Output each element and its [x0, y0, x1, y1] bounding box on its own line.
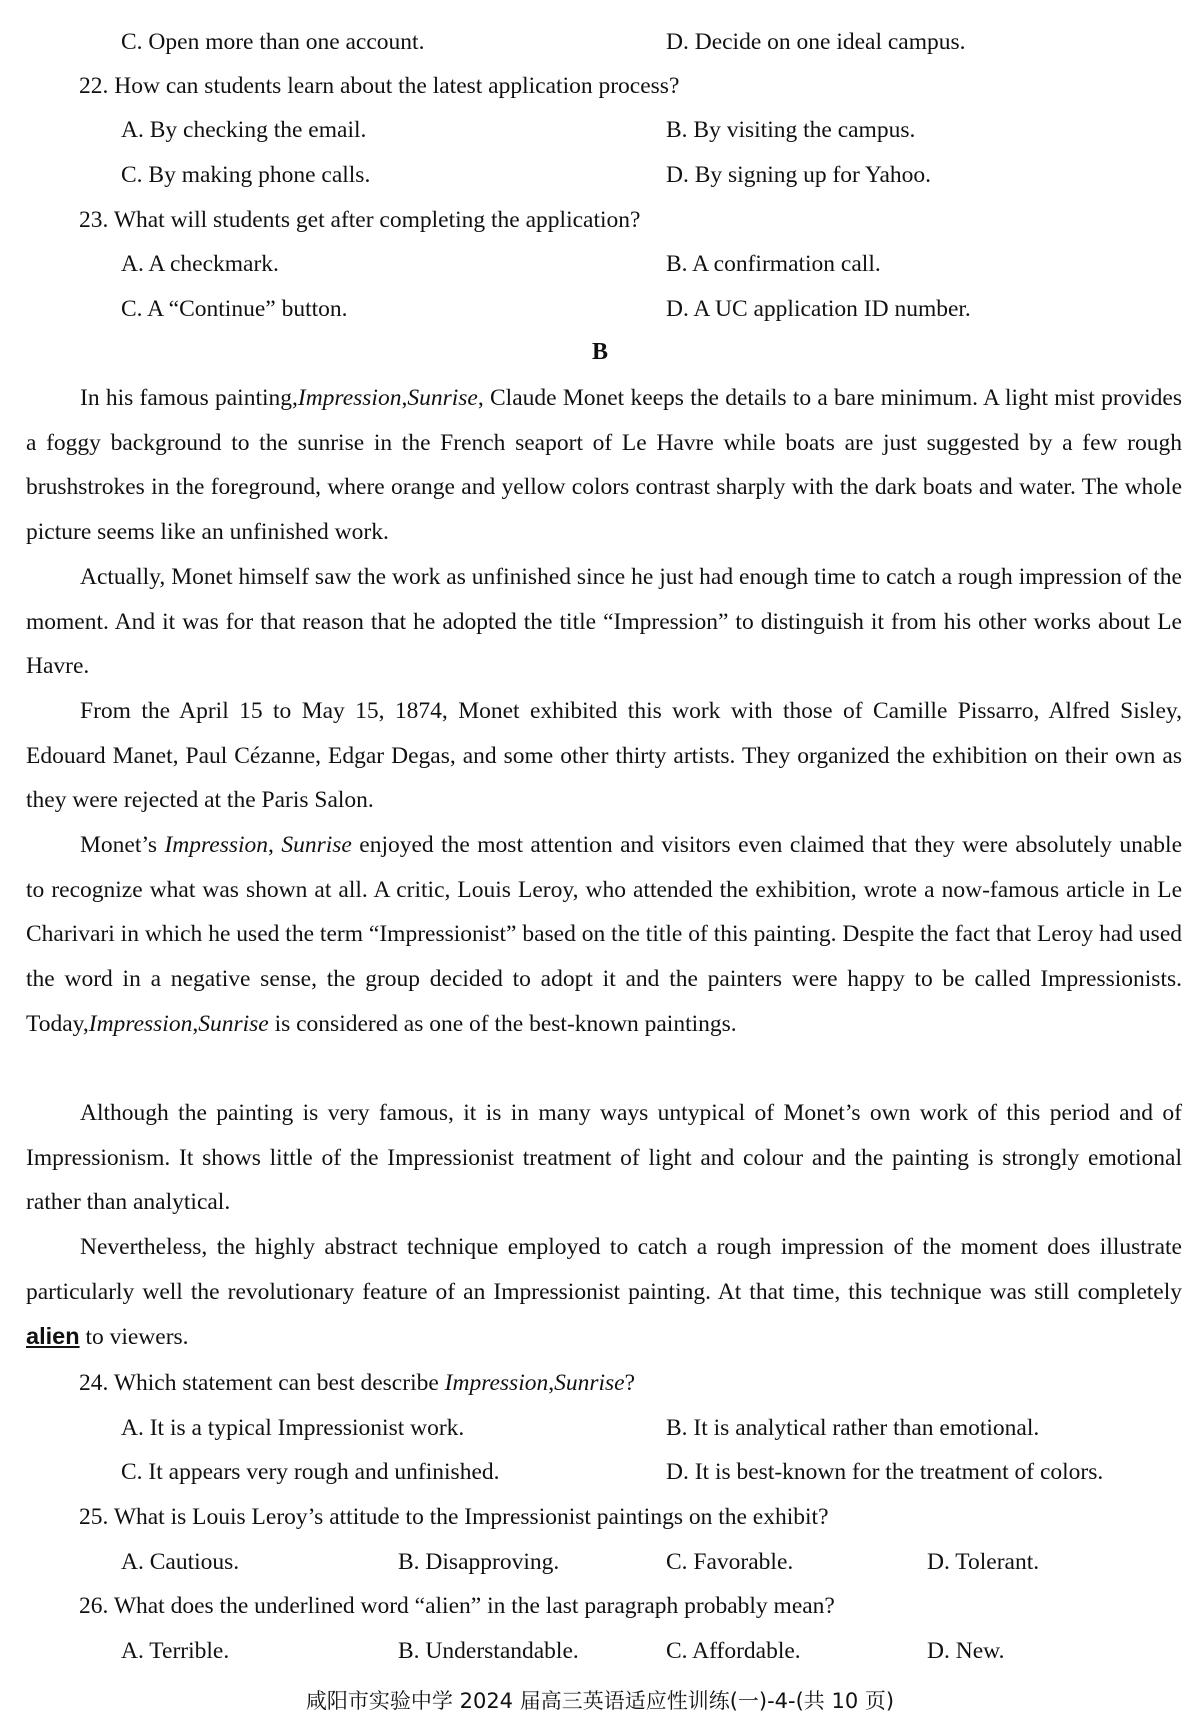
q26-option-d: D. New.	[927, 1638, 1005, 1664]
passage-paragraph-3: From the April 15 to May 15, 1874, Monet exhibited this work with those of Camille Pissarro, Alfred Sisley, Edouard Manet, Paul Cézanne, Edgar Degas, and some other thirty artists. They organized the exhibition on their own as they were rejected at the Paris Salon.	[26, 698, 1182, 814]
q24-option-b: B. It is analytical rather than emotional.	[666, 1415, 1040, 1441]
q23-option-a: A. A checkmark.	[121, 251, 279, 277]
q25-option-c: C. Favorable.	[666, 1549, 794, 1575]
q25-stem: 25. What is Louis Leroy’s attitude to the Impressionist paintings on the exhibit?	[79, 1504, 829, 1530]
q24-option-d: D. It is best-known for the treatment of colors.	[666, 1459, 1104, 1485]
q23-option-b: B. A confirmation call.	[666, 251, 881, 277]
q25-option-d: D. Tolerant.	[927, 1549, 1040, 1575]
q25-option-b: B. Disapproving.	[398, 1549, 560, 1575]
underlined-word-alien: alien	[26, 1323, 80, 1350]
q22-option-c: C. By making phone calls.	[121, 162, 371, 188]
q26-stem: 26. What does the underlined word “alien” in the last paragraph probably mean?	[79, 1593, 835, 1619]
passage-paragraph-6: Nevertheless, the highly abstract technique employed to catch a rough impression of the moment does illustrate particularly well the revolutionary feature of an Impressionist painting. At that time, this technique was still completely alien to viewers.	[26, 1234, 1182, 1351]
q22-option-a: A. By checking the email.	[121, 117, 367, 143]
page-footer: 咸阳市实验中学 2024 届高三英语适应性训练(一)-4-(共 10 页)	[305, 1689, 895, 1713]
q22-stem: 22. How can students learn about the latest application process?	[79, 73, 680, 99]
q23-stem: 23. What will students get after completing the application?	[79, 207, 641, 233]
q26-option-a: A. Terrible.	[121, 1638, 230, 1664]
q22-option-d: D. By signing up for Yahoo.	[666, 162, 932, 188]
passage-paragraph-4: Monet’s Impression, Sunrise enjoyed the most attention and visitors even claimed that they were absolutely unable to recognize what was shown at all. A critic, Louis Leroy, who attended the exhibition, wrote a now-famous article in Le Charivari in which he used the term “Impressionist” based on the title of this painting. Despite the fact that Leroy had used the word in a negative sense, the group decided to adopt it and the painters were happy to be called Impressionists. Today,Impression,Sunrise is considered as one of the best-known paintings.	[26, 832, 1183, 1037]
q23-option-c: C. A “Continue” button.	[121, 296, 348, 322]
q24-option-c: C. It appears very rough and unfinished.	[121, 1459, 500, 1485]
q25-option-a: A. Cautious.	[121, 1549, 240, 1575]
section-heading: B	[591, 339, 608, 365]
q26-option-b: B. Understandable.	[398, 1638, 579, 1664]
q23-option-d: D. A UC application ID number.	[666, 296, 971, 322]
passage-paragraph-2: Actually, Monet himself saw the work as unfinished since he just had enough time to catch a rough impression of the moment. And it was for that reason that he adopted the title “Impression” to distinguish it from his other works about Le Havre.	[26, 564, 1182, 680]
q21-option-d: D. Decide on one ideal campus.	[666, 29, 966, 55]
q24-stem: 24. Which statement can best describe Impression,Sunrise?	[79, 1370, 636, 1396]
passage-paragraph-1: In his famous painting,Impression,Sunrise, Claude Monet keeps the details to a bare minimum. A light mist provides a foggy background to the sunrise in the French seaport of Le Havre while boats are just suggested by a few rough brushstrokes in the foreground, where orange and yellow colors contrast sharply with the dark boats and water. The whole picture seems like an unfinished work.	[26, 385, 1182, 546]
passage-paragraph-5: Although the painting is very famous, it is in many ways untypical of Monet’s own work of this period and of Impressionism. It shows little of the Impressionist treatment of light and colour and the painting is strongly emotional rather than analytical.	[26, 1100, 1182, 1216]
q22-option-b: B. By visiting the campus.	[666, 117, 916, 143]
q26-option-c: C. Affordable.	[666, 1638, 801, 1664]
q24-option-a: A. It is a typical Impressionist work.	[121, 1415, 465, 1441]
q21-option-c: C. Open more than one account.	[121, 29, 425, 55]
